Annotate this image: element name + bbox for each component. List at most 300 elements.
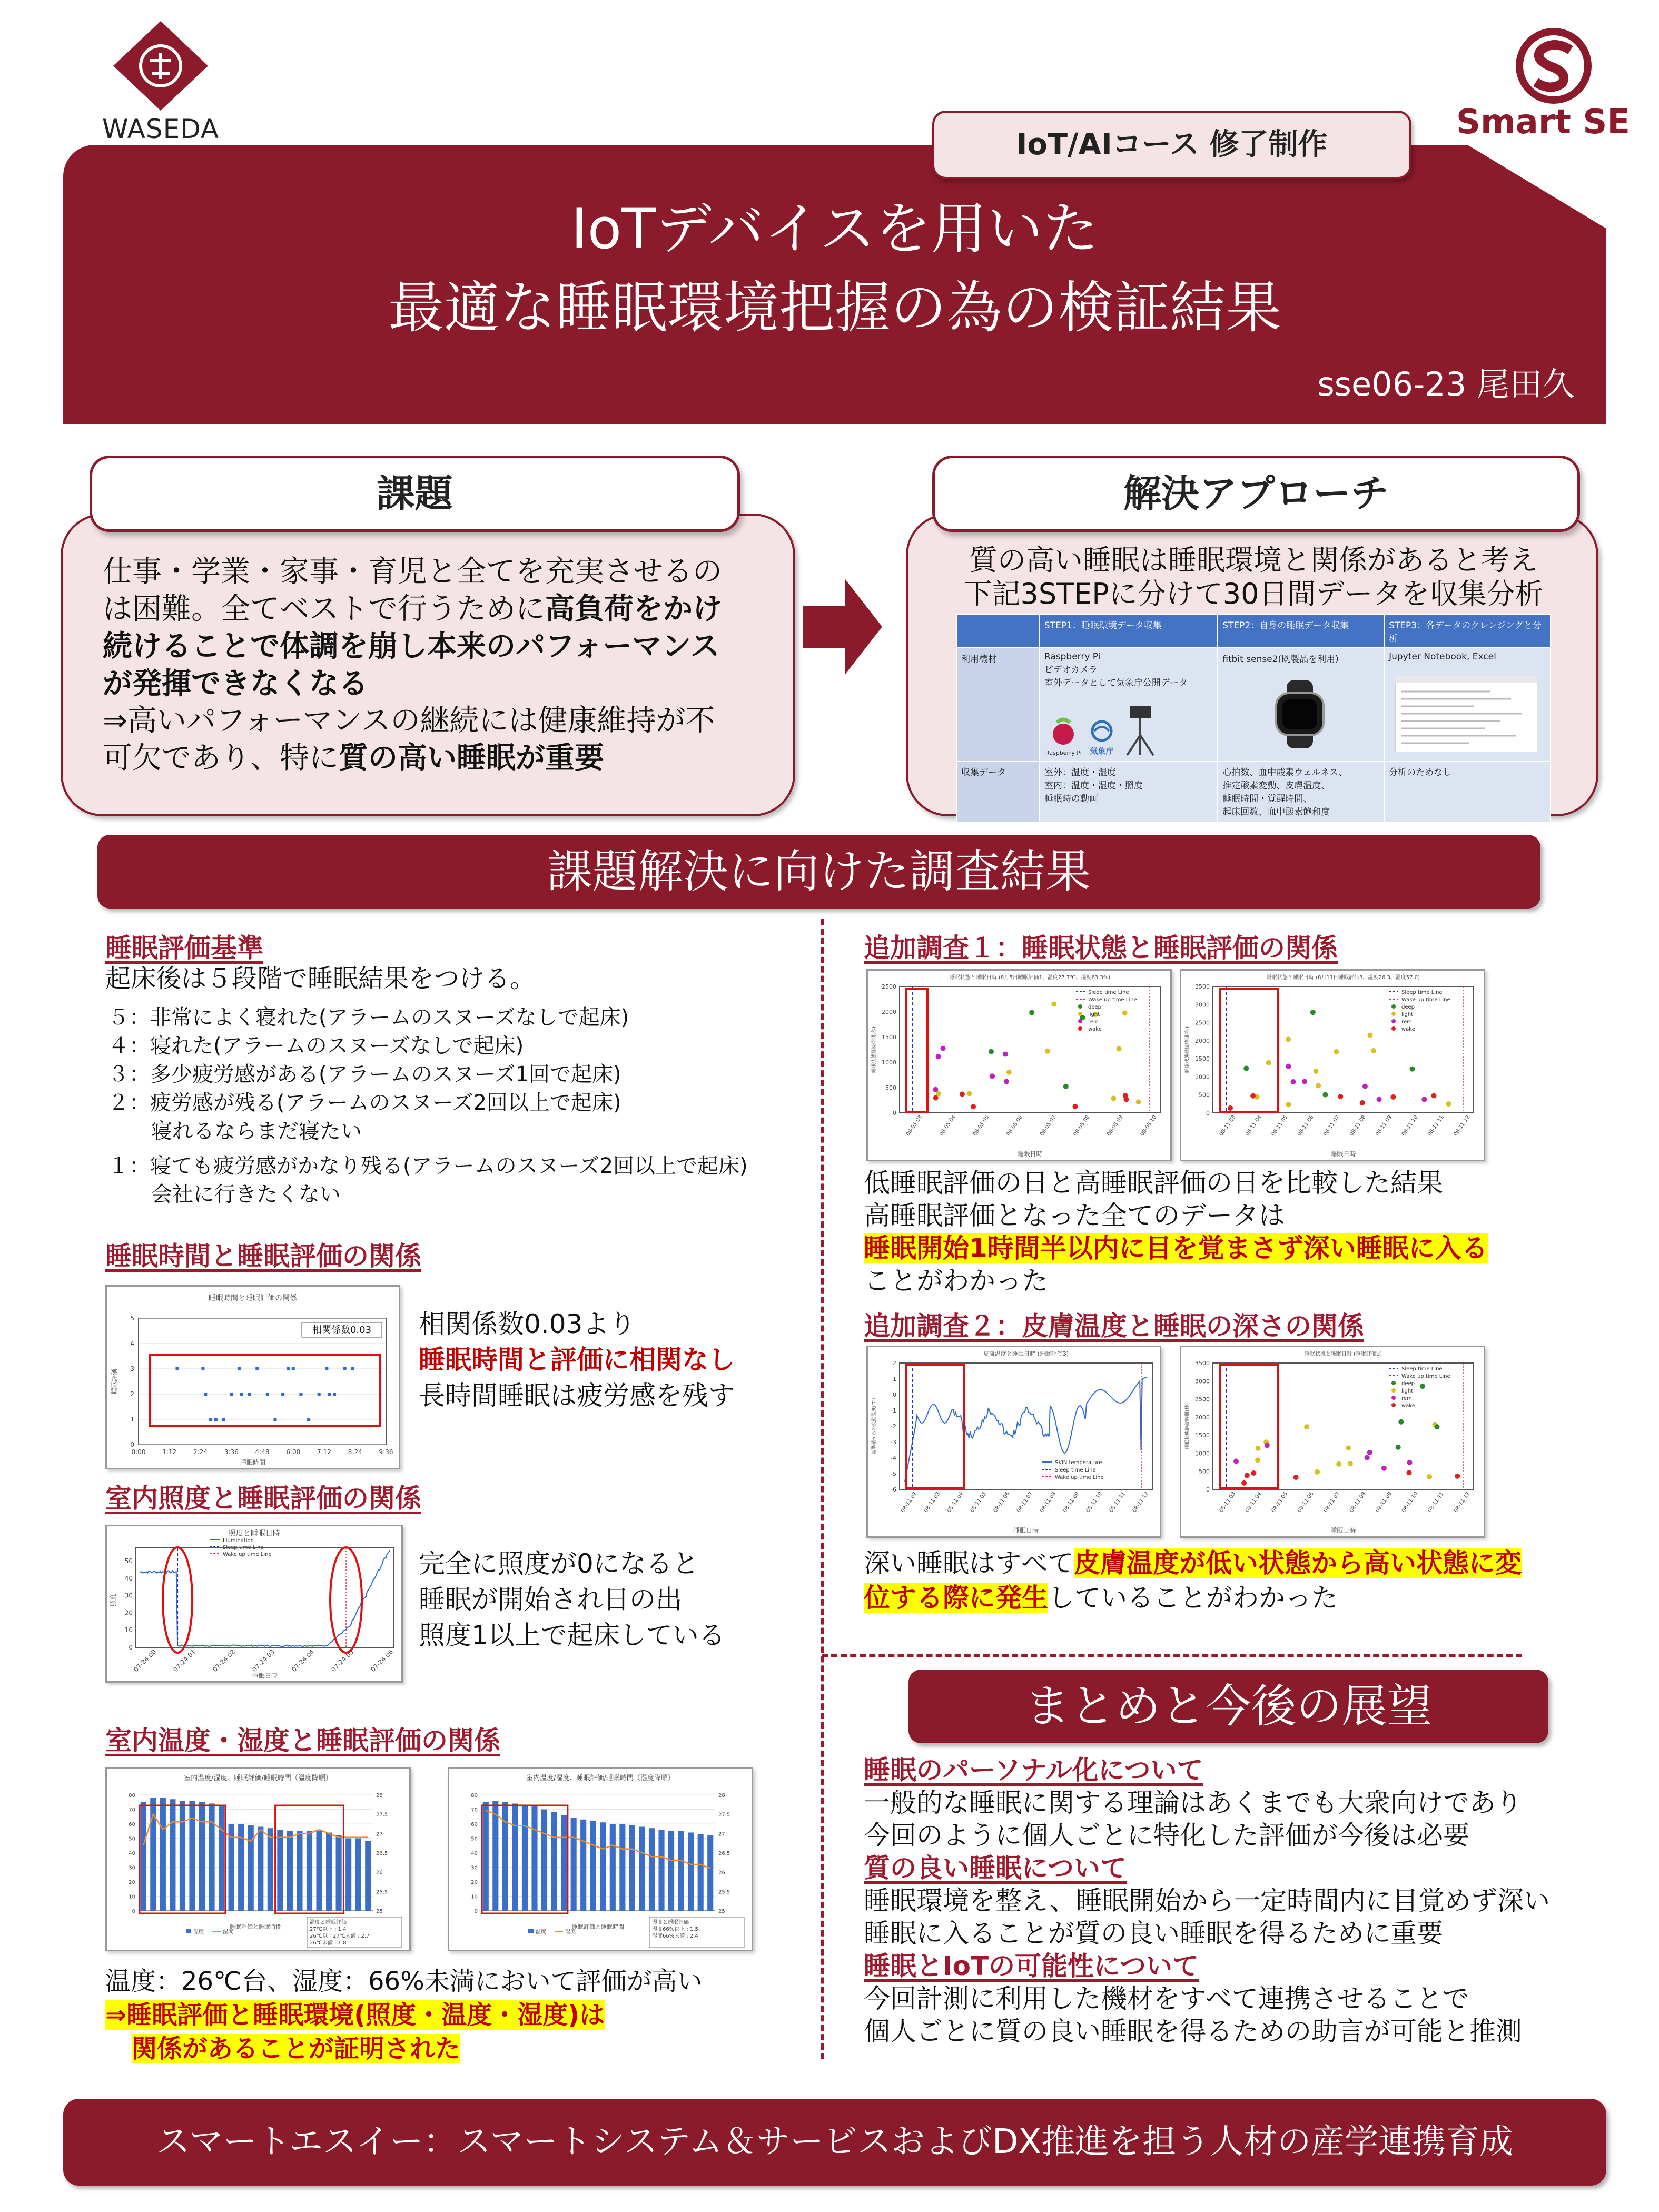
y-tick-label: 0 xyxy=(132,1909,135,1914)
plot-area xyxy=(136,1547,394,1647)
x-tick-label: 08-05 06 xyxy=(1005,1114,1024,1138)
sleep-state-chart-2 xyxy=(1180,1346,1485,1538)
y2-tick-label: 26 xyxy=(376,1870,383,1876)
y-tick-label: 1000 xyxy=(1195,1073,1210,1081)
humidity-desc-chart xyxy=(448,1767,753,1951)
list-item: ４：寝れた(アラームのスヌーズなしで起床) xyxy=(108,1034,524,1058)
bar xyxy=(619,1824,625,1911)
x-tick-label: 08-11 07 xyxy=(1015,1490,1034,1514)
data-point xyxy=(1241,1480,1247,1486)
legend-swatch xyxy=(1391,1396,1396,1400)
sleep-state-chart-low xyxy=(866,969,1172,1161)
data-point xyxy=(1360,1100,1365,1105)
x-tick-label: 08-11 10 xyxy=(1085,1490,1104,1514)
data-point xyxy=(1265,1443,1270,1448)
add1-text: 低睡眠評価の日と高睡眠評価の日を比較した結果 高睡眠評価となった全てのデータは 睡眠開始1時間半以内に目を覚まさず深い睡眠に入る ことがわかった xyxy=(864,1168,1488,1296)
data-point xyxy=(287,1367,290,1370)
bar xyxy=(365,1841,371,1911)
data-point xyxy=(1243,1065,1249,1071)
y-tick-label: 80 xyxy=(129,1793,135,1799)
data-point xyxy=(1051,1002,1056,1007)
x-tick-label: 08-11 04 xyxy=(1244,1490,1263,1514)
legend-label: deep xyxy=(1401,1381,1415,1387)
y-tick-label: 2 xyxy=(130,1390,134,1398)
bar xyxy=(336,1835,342,1911)
y-tick-label: 50 xyxy=(129,1836,135,1842)
y-tick-label: -5 xyxy=(891,1470,896,1477)
legend-swatch xyxy=(1391,1403,1396,1407)
y2-tick-label: 27.5 xyxy=(376,1812,388,1818)
x-tick-label: 07-24 00 xyxy=(132,1648,158,1674)
y-tick-label: 0 xyxy=(1206,1110,1210,1117)
data-point xyxy=(214,1418,218,1421)
bar xyxy=(160,1798,166,1911)
y-tick-label: 30 xyxy=(129,1865,135,1871)
data-point xyxy=(1446,1101,1451,1107)
data-point xyxy=(971,1104,976,1109)
x-tick-label: 08-11 05 xyxy=(969,1490,988,1514)
y-tick-label: 50 xyxy=(124,1557,133,1565)
data-point xyxy=(1421,1097,1427,1102)
data-point xyxy=(1304,1424,1309,1429)
x-tick-label: 08-11 07 xyxy=(1322,1490,1341,1514)
y-tick-label: 0 xyxy=(130,1441,134,1448)
chart-title: 睡眠状態と睡眠日時 (8月5日睡眠評価1、温度27.7℃、湿度63.3%) xyxy=(949,975,1111,981)
bar xyxy=(522,1805,528,1911)
data-point xyxy=(204,1393,207,1396)
author: sse06-23 尾田久 xyxy=(1317,365,1575,403)
data-point xyxy=(960,1092,965,1097)
sleep-state-scatter-2 xyxy=(1181,1347,1484,1536)
y-tick-label: -1 xyxy=(891,1407,896,1414)
legend-label: wake xyxy=(1088,1026,1102,1032)
smartse-logo xyxy=(1438,21,1648,147)
bar xyxy=(698,1834,704,1911)
y-tick-label: 0 xyxy=(893,1110,896,1117)
y2-tick-label: 25 xyxy=(376,1909,383,1914)
sleep-time-title: 睡眠時間と睡眠評価の関係 xyxy=(105,1241,421,1271)
y-tick-label: 3500 xyxy=(1195,983,1210,990)
data-point xyxy=(1314,1069,1319,1074)
x-tick-label: 08-11 11 xyxy=(1427,1490,1445,1514)
x-tick-label: 07-24 02 xyxy=(211,1648,237,1674)
brand-name: Smart SE xyxy=(1456,103,1631,142)
data-point xyxy=(351,1367,354,1370)
sleep-time-chart xyxy=(105,1285,400,1469)
chart-title: 皮膚温度と睡眠日時 (睡眠評価3) xyxy=(983,1350,1069,1357)
problem-text: 仕事・学業・家事・育児と全てを充実させるのは困難。全てベストで行うために高負荷をかけ続けることで体調を崩し本来のパフォーマンスが発揮できなくなる xyxy=(103,555,722,701)
x-tick-label: 8:24 xyxy=(348,1448,362,1456)
y-axis-label: 睡眠状態継続時間(秒) xyxy=(1185,1403,1190,1450)
y-axis-label: 睡眠状態継続時間(秒) xyxy=(1185,1026,1190,1073)
results-heading: 課題解決に向けた調査結果 xyxy=(547,845,1091,898)
data-point xyxy=(1434,1424,1439,1429)
problem-heading: 課題 xyxy=(90,456,740,532)
y-tick-label: 80 xyxy=(471,1793,478,1799)
data-point xyxy=(1256,1446,1261,1451)
list-item: ５：非常によく寝れた(アラームのスヌーズなしで起床) xyxy=(108,1005,629,1030)
data-point xyxy=(1367,1450,1372,1455)
legend-label: Sleep time Line xyxy=(1401,1366,1443,1372)
y-tick-label: 2000 xyxy=(1195,1037,1210,1044)
data-point xyxy=(1286,1102,1291,1107)
highlight-box xyxy=(906,989,927,1112)
y-tick-label: 1500 xyxy=(882,1034,896,1041)
note-text: 温度と睡眠評価 xyxy=(310,1920,347,1925)
x-axis-label: 睡眠日時 xyxy=(1330,1150,1356,1158)
x-tick-label: 08-11 09 xyxy=(1375,1490,1394,1514)
x-axis-label: 睡眠評価と睡眠時間 xyxy=(230,1923,282,1930)
y-tick-label: 50 xyxy=(471,1836,478,1842)
y-tick-label: -2 xyxy=(891,1423,896,1430)
note-text: 26℃以上27℃未満 : 2.7 xyxy=(310,1933,370,1939)
plot-area xyxy=(900,1363,1152,1489)
y-tick-label: 20 xyxy=(124,1609,133,1617)
humidity-line xyxy=(143,1814,368,1845)
illumination-title: 室内照度と睡眠評価の関係 xyxy=(105,1483,421,1514)
data-point xyxy=(1371,1048,1376,1053)
y-tick-label: 40 xyxy=(129,1851,135,1856)
illumination-line-chart xyxy=(107,1526,401,1681)
data-point xyxy=(343,1367,347,1370)
x-tick-label: 3:36 xyxy=(224,1448,239,1456)
y-tick-label: 500 xyxy=(885,1084,896,1091)
bar xyxy=(590,1821,596,1911)
data-point xyxy=(1310,1010,1316,1015)
legend-swatch xyxy=(1391,1004,1396,1009)
data-point xyxy=(1431,1093,1436,1099)
x-axis-label: 睡眠日時 xyxy=(252,1672,278,1680)
y-tick-label: 10 xyxy=(471,1894,478,1900)
skin-temp-chart xyxy=(866,1346,1161,1538)
data-point xyxy=(1302,1079,1307,1084)
y-tick-label: 3000 xyxy=(1195,1001,1210,1009)
illumination-text: 完全に照度が0になると 睡眠が開始され日の出 照度1以上で起床している xyxy=(419,1548,725,1651)
waseda-emblem-icon xyxy=(32,11,290,116)
bar xyxy=(277,1830,283,1911)
x-tick-label: 08-11 08 xyxy=(1348,1490,1367,1514)
course-badge: IoT/AIコース 修了制作 xyxy=(932,111,1411,179)
legend-label: Wake up time Line xyxy=(223,1552,272,1557)
data-point xyxy=(941,1046,946,1051)
x-tick-label: 08-11 09 xyxy=(1375,1114,1394,1138)
y2-tick-label: 25.5 xyxy=(718,1889,730,1895)
data-point xyxy=(238,1367,241,1370)
legend-swatch xyxy=(1078,1019,1082,1023)
x-tick-label: 08-11 08 xyxy=(1348,1114,1367,1138)
data-point xyxy=(1315,1469,1320,1475)
x-tick-label: 4:48 xyxy=(255,1448,270,1456)
data-point xyxy=(1111,1095,1116,1101)
legend-label: wake xyxy=(1401,1403,1415,1409)
x-tick-label: 07-24 03 xyxy=(251,1648,276,1674)
x-tick-label: 08-11 03 xyxy=(1218,1490,1237,1514)
legend-swatch xyxy=(1391,1026,1396,1031)
humidity-line xyxy=(486,1810,710,1868)
add2-text: 深い睡眠はすべて皮膚温度が低い状態から高い状態に変 位する際に発生していることがわかった xyxy=(864,1548,1522,1613)
data-point xyxy=(990,1073,995,1079)
arrow-right-icon xyxy=(803,579,882,674)
data-point xyxy=(1003,1052,1008,1057)
bar xyxy=(688,1833,694,1911)
note-text: 26℃未満 : 1.8 xyxy=(310,1940,347,1946)
data-point xyxy=(318,1393,321,1396)
y2-tick-label: 25.5 xyxy=(376,1889,388,1895)
skin-temp-line-chart xyxy=(868,1347,1160,1536)
y-axis-label: 照度 xyxy=(110,1593,117,1607)
y-tick-label: 2000 xyxy=(882,1009,896,1015)
x-tick-label: 08-11 10 xyxy=(1400,1490,1419,1514)
x-tick-label: 08-11 03 xyxy=(1218,1114,1237,1138)
temp-humidity-title: 室内温度・湿度と睡眠評価の関係 xyxy=(105,1725,500,1756)
legend-swatch xyxy=(1078,1026,1082,1031)
sleep-time-text: 相関係数0.03より 睡眠時間と評価に相関なし 長時間睡眠は疲労感を残す xyxy=(419,1309,735,1411)
legend-label: Sleep time Line xyxy=(223,1545,264,1551)
data-point xyxy=(299,1393,302,1396)
sleep-state-chart-high xyxy=(1180,969,1485,1161)
highlight-box xyxy=(1220,989,1278,1112)
bar xyxy=(678,1831,684,1911)
criteria-title: 睡眠評価基準 xyxy=(105,933,263,963)
sleep-state-scatter-high xyxy=(1181,971,1484,1160)
x-tick-label: 7:12 xyxy=(317,1448,331,1456)
y-tick-label: 1 xyxy=(130,1416,134,1423)
bar xyxy=(355,1839,361,1911)
y-tick-label: 30 xyxy=(471,1865,478,1871)
legend-label: Wake up time Line xyxy=(1401,1374,1450,1379)
x-tick-label: 08-05 03 xyxy=(905,1114,924,1138)
data-point xyxy=(1409,1066,1415,1072)
y-tick-label: 0 xyxy=(893,1391,896,1398)
smartse-emblem-icon xyxy=(1438,21,1648,111)
y-axis-label: 睡眠状態継続時間(秒) xyxy=(872,1026,877,1073)
y-tick-label: 4 xyxy=(130,1340,134,1347)
data-point xyxy=(240,1393,243,1396)
data-point xyxy=(292,1367,295,1370)
data-point xyxy=(1123,1093,1128,1098)
data-point xyxy=(936,1091,941,1097)
y2-tick-label: 27 xyxy=(376,1831,383,1838)
legend-label: deep xyxy=(1401,1004,1415,1010)
data-point xyxy=(1322,1092,1328,1098)
bar xyxy=(649,1828,655,1911)
data-point xyxy=(325,1367,328,1370)
bar xyxy=(610,1824,616,1911)
y2-tick-label: 26 xyxy=(718,1870,725,1876)
legend-label: wake xyxy=(1401,1026,1415,1032)
y-tick-label: 1 xyxy=(893,1376,896,1382)
x-tick-label: 08-11 07 xyxy=(1322,1114,1341,1138)
bar xyxy=(561,1815,567,1911)
legend-swatch xyxy=(1391,1012,1396,1016)
note-text: 湿度66%以上 : 1.5 xyxy=(652,1927,698,1932)
x-tick-label: 08-11 05 xyxy=(1270,1114,1289,1138)
bar xyxy=(219,1806,224,1911)
x-tick-label: 08-05 08 xyxy=(1072,1114,1091,1138)
legend-label: rem xyxy=(1401,1019,1412,1025)
data-point xyxy=(1233,1459,1239,1464)
bar xyxy=(141,1802,146,1911)
legend-swatch xyxy=(1078,1012,1082,1016)
y-tick-label: 0 xyxy=(129,1644,133,1651)
x-tick-label: 07-24 05 xyxy=(330,1648,355,1674)
legend-swatch xyxy=(528,1929,534,1933)
sleep-state-scatter-low xyxy=(868,971,1170,1160)
x-tick-label: 08-11 06 xyxy=(1296,1114,1315,1138)
y-tick-label: 30 xyxy=(124,1592,133,1599)
humidity-desc-bar-chart xyxy=(449,1769,752,1950)
x-tick-label: 07-24 01 xyxy=(172,1648,197,1674)
criteria-intro: 起床後は５段階で睡眠結果をつける。 xyxy=(105,964,536,993)
legend-label: rem xyxy=(1088,1019,1099,1025)
list-item: ３：多少疲労感がある(アラームのスヌーズ1回で起床) xyxy=(108,1062,621,1087)
y-tick-label: 2500 xyxy=(882,983,896,990)
bar xyxy=(541,1810,547,1911)
y-tick-label: 1000 xyxy=(882,1059,896,1066)
data-point xyxy=(1266,1060,1271,1065)
data-point xyxy=(1427,1474,1432,1479)
data-point xyxy=(175,1367,179,1370)
legend-label: 湿度 xyxy=(565,1929,576,1935)
y-tick-label: -3 xyxy=(891,1439,896,1446)
legend-label: SKIN temperature xyxy=(1055,1460,1102,1466)
x-tick-label: 08-11 08 xyxy=(1039,1490,1058,1514)
add1-title: 追加調査１：睡眠状態と睡眠評価の関係 xyxy=(864,933,1338,963)
note-text: 湿度と睡眠評価 xyxy=(652,1920,689,1925)
legend-swatch xyxy=(1391,1019,1396,1023)
y-tick-label: 40 xyxy=(124,1574,133,1582)
note-text: 27℃以上 : 1.4 xyxy=(310,1927,347,1932)
data-point xyxy=(1316,1083,1321,1089)
data-point xyxy=(281,1393,284,1396)
y2-tick-label: 27 xyxy=(718,1831,725,1838)
poster-title: IoTデバイスを用いた 最適な睡眠環境把握の為の検証結果 xyxy=(388,196,1281,340)
bar xyxy=(297,1831,302,1911)
x-tick-label: 08-11 02 xyxy=(900,1490,919,1514)
video-camera-icon xyxy=(1122,704,1159,756)
y-tick-label: 2500 xyxy=(1195,1019,1210,1026)
bar xyxy=(580,1820,586,1911)
legend-label: light xyxy=(1088,1012,1100,1018)
chart-title: 室内温度/湿度、睡眠評価/睡眠時間（温度降順） xyxy=(184,1774,332,1782)
x-tick-label: 08-11 06 xyxy=(1296,1490,1315,1514)
bar xyxy=(345,1839,351,1911)
x-tick-label: 08-11 04 xyxy=(946,1490,965,1514)
legend-label: deep xyxy=(1088,1004,1101,1010)
y-tick-label: 2 xyxy=(893,1360,896,1367)
jma-icon xyxy=(1089,719,1114,743)
chart-title: 室内温度/湿度、睡眠評価/睡眠時間（湿度降順） xyxy=(526,1774,675,1782)
legend-swatch xyxy=(1391,1381,1396,1385)
x-axis-label: 睡眠日時 xyxy=(1017,1150,1043,1158)
notebook-screenshot-icon xyxy=(1395,676,1537,752)
bar xyxy=(492,1801,498,1911)
legend-label: Sleep time Line xyxy=(1055,1467,1096,1473)
section-divider xyxy=(822,1654,1522,1657)
sleep-time-scatter xyxy=(107,1287,399,1468)
column-divider xyxy=(821,919,824,2059)
chart-title: 睡眠時間と睡眠評価の関係 xyxy=(209,1294,297,1302)
y2-tick-label: 28 xyxy=(376,1793,383,1799)
footer-text: スマートエスイー：スマートシステム＆サービスおよびDX推進を担う人材の産学連携育成 xyxy=(156,2122,1514,2161)
y-tick-label: -6 xyxy=(891,1486,896,1493)
data-point xyxy=(1117,1046,1122,1051)
data-point xyxy=(333,1393,336,1396)
data-point xyxy=(1420,1384,1425,1389)
y-tick-label: 1500 xyxy=(1195,1432,1210,1439)
data-point xyxy=(1365,1455,1370,1460)
y-tick-label: 3500 xyxy=(1195,1360,1210,1367)
x-tick-label: 08-11 03 xyxy=(923,1490,942,1514)
criteria-list xyxy=(108,1003,748,1209)
data-point xyxy=(1286,1064,1291,1069)
x-tick-label: 08-11 06 xyxy=(992,1490,1011,1514)
legend-label: 温度 xyxy=(193,1929,204,1935)
data-point xyxy=(1290,1079,1296,1084)
bar xyxy=(209,1804,215,1911)
data-point xyxy=(1029,1010,1034,1015)
bar xyxy=(551,1812,557,1911)
list-item: 会社に行きたくない xyxy=(151,1182,341,1207)
y-tick-label: 40 xyxy=(471,1851,478,1856)
bar xyxy=(326,1833,332,1911)
bar xyxy=(307,1831,312,1911)
x-tick-label: 08-11 10 xyxy=(1400,1114,1419,1138)
data-point xyxy=(989,1049,994,1054)
data-point xyxy=(1396,1445,1401,1450)
x-tick-label: 08-11 05 xyxy=(1270,1490,1289,1514)
approach-heading: 解決アプローチ xyxy=(932,456,1580,532)
bar xyxy=(639,1827,645,1911)
data-point xyxy=(255,1367,259,1370)
temp-desc-bar-chart xyxy=(107,1769,409,1950)
data-point xyxy=(1336,1461,1341,1467)
legend-label: Wake up time Line xyxy=(1401,997,1450,1003)
data-point xyxy=(1293,1475,1299,1480)
data-point xyxy=(1245,1473,1250,1478)
legend-label: Illumination xyxy=(223,1538,254,1544)
y-tick-label: 1500 xyxy=(1195,1055,1210,1063)
data-point xyxy=(1390,1094,1396,1100)
y-tick-label: 3 xyxy=(130,1365,134,1372)
y2-tick-label: 26.5 xyxy=(718,1851,730,1856)
smartwatch-icon xyxy=(1271,680,1329,748)
x-axis-label: 睡眠日時 xyxy=(1013,1527,1039,1534)
data-point xyxy=(1136,1099,1141,1104)
y-tick-label: 2500 xyxy=(1195,1396,1210,1403)
data-point xyxy=(1006,1070,1012,1075)
data-point xyxy=(1045,1049,1050,1054)
y2-tick-label: 26.5 xyxy=(376,1851,388,1856)
y-tick-label: 20 xyxy=(129,1880,135,1885)
data-point xyxy=(230,1393,233,1396)
y2-tick-label: 28 xyxy=(718,1793,725,1799)
data-point xyxy=(248,1393,251,1396)
data-point xyxy=(328,1393,331,1396)
legend-swatch xyxy=(186,1929,191,1933)
data-point xyxy=(1348,1461,1353,1466)
data-point xyxy=(1072,1104,1078,1109)
bar xyxy=(170,1799,175,1911)
data-point xyxy=(1255,1457,1260,1463)
approach-text: 質の高い睡眠は睡眠環境と関係があると考え 下記3STEPに分けて30日間データを収集分析 xyxy=(963,544,1544,610)
x-axis-label: 睡眠時間 xyxy=(240,1459,266,1466)
add2-title: 追加調査２：皮膚温度と睡眠の深さの関係 xyxy=(864,1311,1364,1341)
legend-swatch xyxy=(1078,1004,1082,1009)
x-tick-label: 08-05 07 xyxy=(1039,1114,1058,1138)
correlation-annotation: 相関係数0.03 xyxy=(312,1325,372,1336)
chart-title: 睡眠状態と睡眠日時 (8月11日睡眠評価3、温度26.3、湿度57.0) xyxy=(1267,975,1420,981)
